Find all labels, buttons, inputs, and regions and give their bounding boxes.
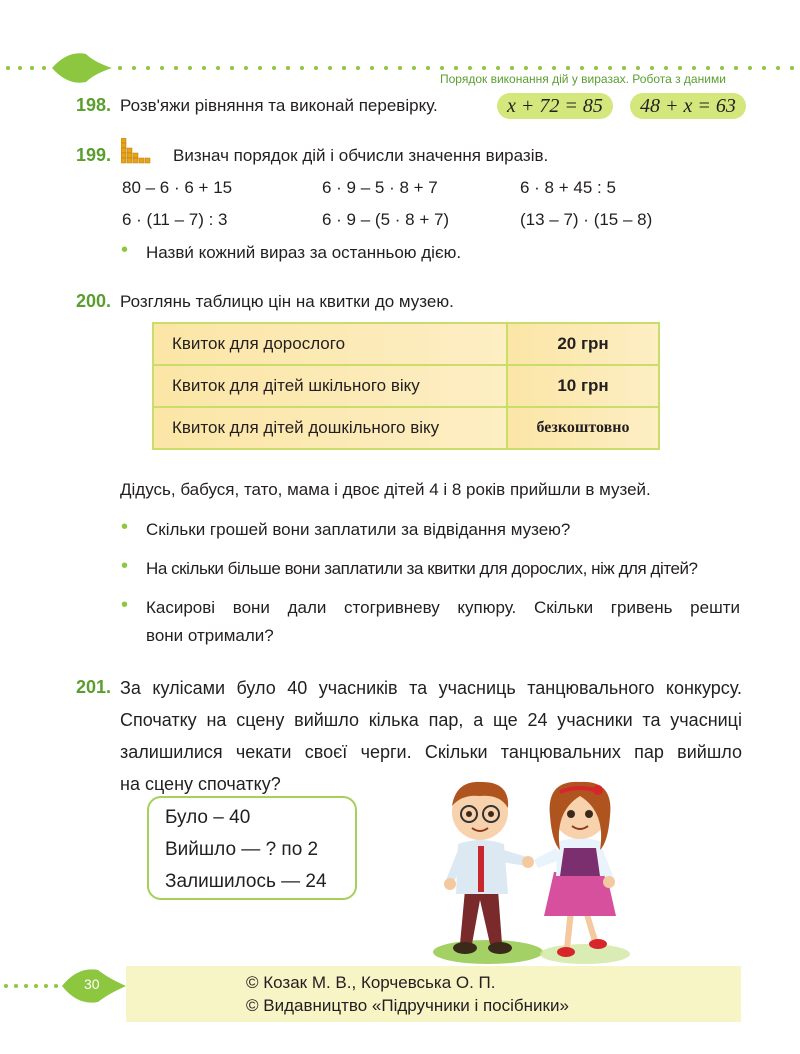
table-cell-label: Квиток для дорослого [153, 323, 507, 365]
star-divider-icon [6, 66, 794, 70]
bullet-icon: • [121, 594, 129, 616]
summary-line: Вийшло — ? по 2 [165, 839, 319, 860]
expression: 6 · 9 – 5 · 8 + 7 [322, 178, 438, 197]
question: Касирові вони дали стогривневу купюру. Скільки гривень решти [146, 598, 740, 617]
table-row [153, 407, 659, 449]
copyright-publisher: © Видавництво «Підручники і посібники» [246, 996, 569, 1015]
problem-200-story: Дідусь, бабуся, тато, мама і двоє дітей 4 і 8 років прийшли в музей. [120, 480, 651, 499]
price-table [152, 322, 660, 450]
problem-199-text: Визнач порядок дій і обчисли значення виразів. [173, 146, 549, 165]
problem-198-number: 198. [76, 95, 112, 115]
problem-199-number: 199. [76, 145, 112, 165]
bullet-icon: • [121, 239, 129, 261]
expression: 80 – 6 · 6 + 15 [122, 178, 233, 197]
expression: 6 · (11 – 7) : 3 [122, 210, 228, 229]
table-row [153, 323, 659, 365]
table-cell-price: 10 грн [507, 365, 659, 407]
leaf-ornament-icon [52, 53, 112, 82]
problem-198-text: Розв'яжи рівняння та виконай перевірку. [120, 96, 438, 115]
problem-200-text: Розглянь таблицю цін на квитки до музею. [120, 292, 454, 311]
blocks-icon [121, 138, 153, 164]
table-cell-label: Квиток для дітей шкільного віку [153, 365, 507, 407]
expression: 6 · 9 – (5 · 8 + 7) [322, 210, 450, 229]
question: Скільки грошей вони заплатили за відвідання музею? [146, 520, 571, 539]
equation-1: x + 72 = 85 [497, 93, 613, 119]
summary-box [147, 796, 357, 900]
summary-line: Було – 40 [165, 807, 251, 828]
children-illustration [420, 772, 640, 968]
bullet-icon: • [121, 555, 129, 577]
equation-2: 48 + x = 63 [630, 93, 746, 119]
table-cell-price: 20 грн [507, 323, 659, 365]
question-continued: вони отримали? [146, 626, 274, 645]
copyright-authors: © Козак М. В., Корчевська О. П. [246, 973, 496, 992]
running-title: Порядок виконання дій у виразах. Робота з даними [440, 72, 726, 86]
table-cell-price: безкоштовно [507, 407, 659, 449]
table-row [153, 365, 659, 407]
problem-201-line: Спочатку на сцену вийшло кілька пар, а ще 24 учасники та учасниці [120, 710, 742, 730]
problem-201-line: За кулісами було 40 учасників та учасниць танцювального конкурсу. [120, 678, 742, 698]
question: На скільки більше вони заплатили за квитки для дорослих, ніж для дітей? [146, 559, 698, 578]
page-number: 30 [84, 976, 100, 992]
expression: (13 – 7) · (15 – 8) [520, 210, 653, 229]
expression: 6 · 8 + 45 : 5 [520, 178, 616, 197]
summary-line: Залишилось — 24 [165, 871, 327, 892]
problem-199-bullet: Назви́ кожний вираз за останньою дією. [146, 243, 462, 262]
footer-ornament [0, 966, 130, 1006]
bullet-icon: • [121, 516, 129, 538]
problem-201-number: 201. [76, 677, 112, 697]
table-cell-label: Квиток для дітей дошкільного віку [153, 407, 507, 449]
problem-201-line: залишилися чекати своєї черги. Скільки танцювальних пар вийшло [120, 742, 742, 762]
problem-200-number: 200. [76, 291, 112, 311]
problem-201-line: на сцену спочатку? [120, 774, 281, 794]
